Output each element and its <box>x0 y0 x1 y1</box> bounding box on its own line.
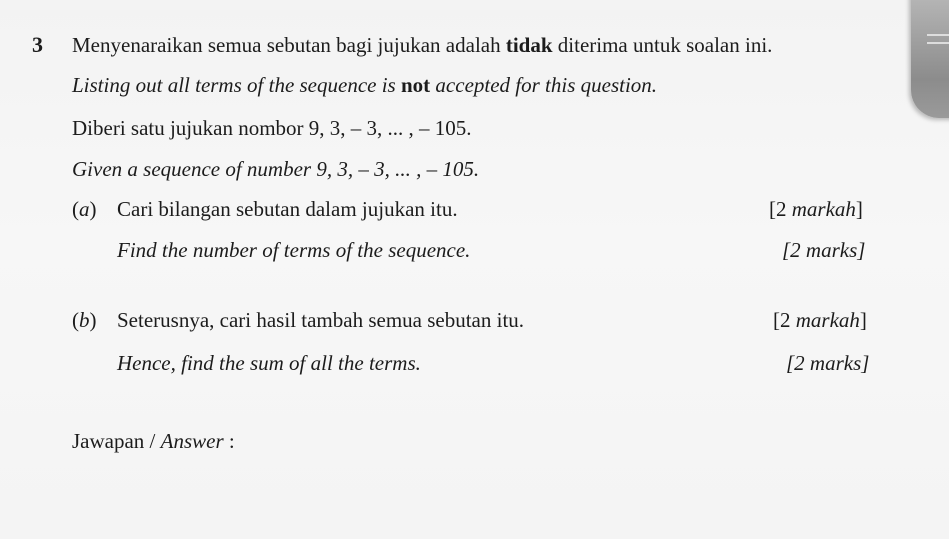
instruction-english: Listing out all terms of the sequence is not accepted for this question. <box>72 73 658 97</box>
part-b-label: (b) <box>72 308 97 332</box>
part-a-text-english: Find the number of terms of the sequence. <box>117 238 471 262</box>
part-a-marks-malay: [2 markah] <box>769 197 863 221</box>
part-a-text-malay: Cari bilangan sebutan dalam jujukan itu. <box>117 197 458 221</box>
part-b-marks-english: [2 marks] <box>786 351 870 375</box>
part-b-marks-malay: [2 markah] <box>773 308 867 332</box>
binder-tab <box>911 0 949 118</box>
part-b-text-english: Hence, find the sum of all the terms. <box>117 351 421 375</box>
emphasis-not: not <box>400 73 431 97</box>
answer-label: Jawapan / Answer : <box>72 429 235 453</box>
top-edge-marks <box>0 0 949 6</box>
given-sequence-malay: Diberi satu jujukan nombor 9, 3, – 3, ... , – 105. <box>72 116 472 140</box>
instruction-malay: Menyenaraikan semua sebutan bagi jujukan adalah tidak diterima untuk soalan ini. <box>72 33 773 57</box>
part-a-label: (a) <box>72 197 97 221</box>
given-sequence-english: Given a sequence of number 9, 3, – 3, ... , – 105. <box>72 157 480 181</box>
emphasis-tidak: tidak <box>505 33 553 57</box>
question-number: 3 <box>32 32 43 57</box>
part-a-marks-english: [2 marks] <box>782 238 866 262</box>
part-b-text-malay: Seterusnya, cari hasil tambah semua sebutan itu. <box>117 308 525 332</box>
